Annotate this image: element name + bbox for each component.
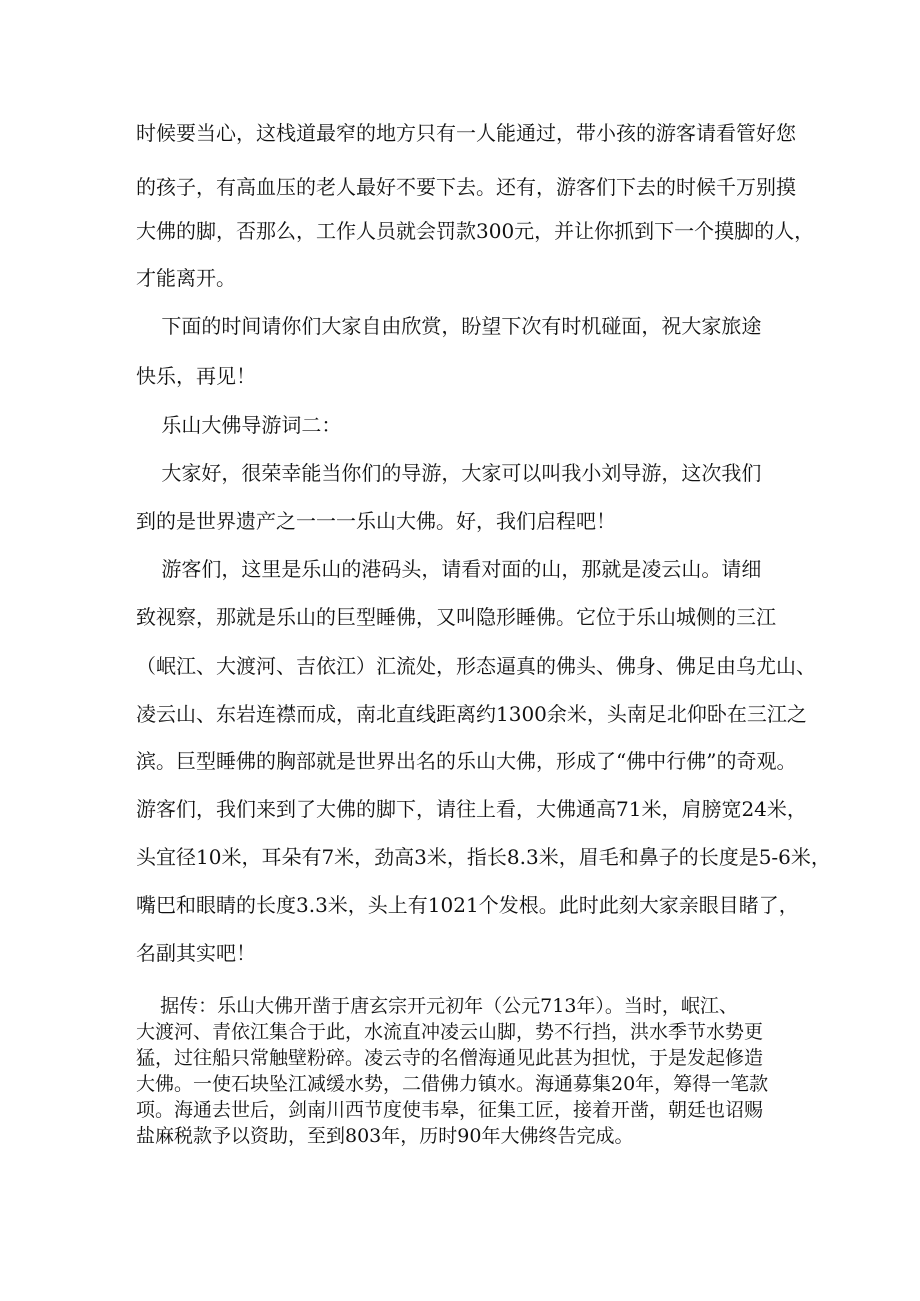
text-line: 时候要当心，这栈道最窄的地方只有一人能通过，带小孩的游客请看管好您 [136,121,796,145]
text-line: 凌云山、东岩连襟而成，南北直线距离约1300余米，头南足北仰卧在三江之 [136,702,807,726]
text-line: 游客们，这里是乐山的港码头，请看对面的山，那就是凌云山。请细 [136,557,762,581]
text-line: 头宜径10米，耳朵有7米，劲高3米，指长8.3米，眉毛和鼻子的长度是5-6米， [136,845,831,869]
text-line: 才能离开。 [136,266,236,290]
text-line: 项。海通去世后，剑南川西节度使韦皋，征集工匠，接着开凿，朝廷也诏赐 [136,1099,764,1121]
text-line: （岷江、大渡河、吉依江）汇流处，形态逼真的佛头、佛身、佛足由乌尤山、 [136,654,816,678]
text-line: 下面的时间请你们大家自由欣赏，盼望下次有时机碰面，祝大家旅途 [136,314,762,338]
text-line: 大渡河、青依江集合于此，水流直冲凌云山脚，势不行挡，洪水季节水势更 [136,1021,764,1043]
text-line: 据传：乐山大佛开凿于唐玄宗开元初年（公元713年）。当时，岷江、 [136,995,738,1017]
text-line: 大佛的脚，否那么，工作人员就会罚款300元，并让你抓到下一个摸脚的人， [136,219,815,243]
text-line: 的孩子，有高血压的老人最好不要下去。还有，游客们下去的时候千万别摸 [136,175,796,199]
text-line: 快乐，再见！ [136,364,256,388]
text-line: 致视察，那就是乐山的巨型睡佛，又叫隐形睡佛。它位于乐山城侧的三江 [136,605,776,629]
text-line: 大家好，很荣幸能当你们的导游，大家可以叫我小刘导游，这次我们 [136,461,762,485]
text-line: 游客们，我们来到了大佛的脚下，请往上看，大佛通高71米，肩膀宽24米， [136,797,807,821]
text-line: 大佛。一使石块坠江减缓水势，二借佛力镇水。海通募集20年，筹得一笔款 [136,1073,769,1095]
text-line: 嘴巴和眼睛的长度3.3米，头上有1021个发根。此时此刻大家亲眼目睹了， [136,893,799,917]
text-line: 盐麻税款予以资助，至到803年，历时90年大佛终告完成。 [136,1125,634,1147]
text-line: 到的是世界遗产之一一一乐山大佛。好，我们启程吧！ [136,509,616,533]
text-line: 名副其实吧！ [136,941,256,965]
text-line: 猛，过往船只常触壁粉碎。凌云寺的名僧海通见此甚为担忧，于是发起修造 [136,1047,764,1069]
heading-line: 乐山大佛导游词二： [136,413,342,437]
text-line: 滨。巨型睡佛的胸部就是世界出名的乐山大佛，形成了“佛中行佛”的奇观。 [136,749,797,773]
